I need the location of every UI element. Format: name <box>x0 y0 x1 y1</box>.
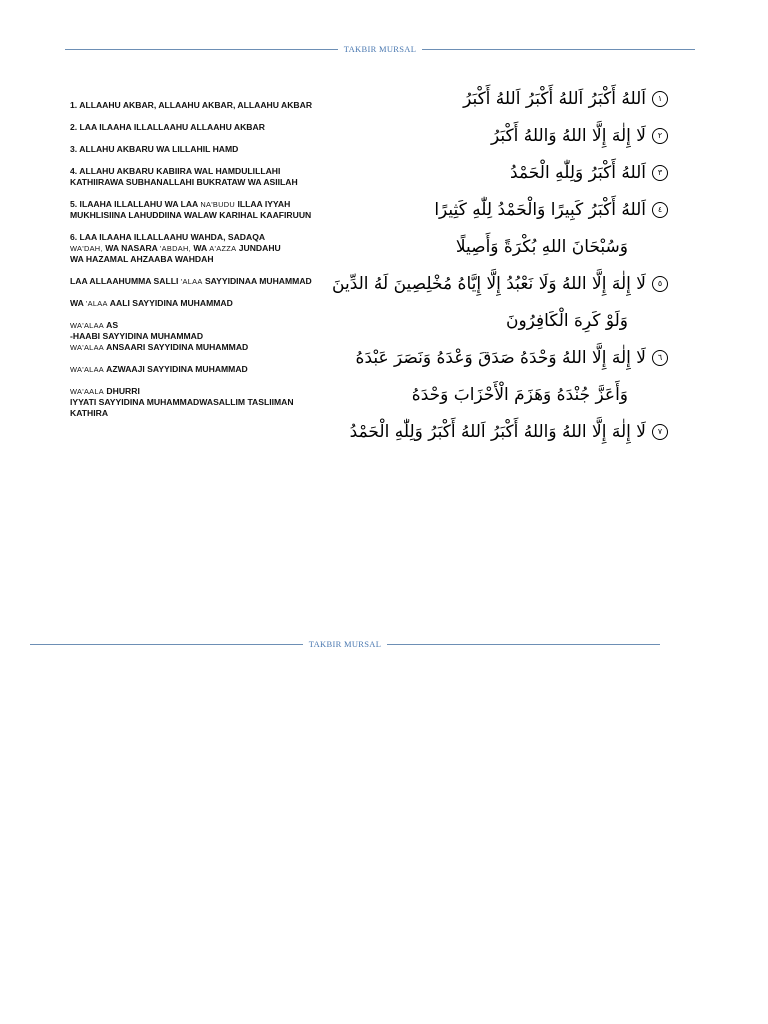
text-run: 4. ALLAHU AKBARU KABIIRA WAL HAMDULILLAHI <box>70 166 281 176</box>
text-run: WA <box>190 243 210 253</box>
text-run: WA'ALAA <box>70 365 105 374</box>
arabic-line <box>398 80 668 117</box>
text-run: WA <box>70 298 86 308</box>
arabic-text: اَللهُ أَكْبَرُ وَلِلّٰهِ الْحَمْدُ <box>510 162 646 183</box>
arabic-text: اَللهُ أَكْبَرُ كَبِيرًا وَالْحَمْدُ لِلّٰهِ كَثِيرًا <box>434 199 646 220</box>
text-run: LAA ALLAAHUMMA SALLI <box>70 276 181 286</box>
text-run: KATHIRA <box>70 408 109 418</box>
text-run: WA'ALAA <box>70 321 105 330</box>
transliteration-item <box>70 232 390 265</box>
arabic-line <box>398 191 668 228</box>
arabic-text: وَلَوْ كَرِهَ الْكَافِرُونَ <box>505 310 628 331</box>
transliteration-line <box>70 210 390 221</box>
text-run: SAYYIDINAA MUHAMMAD <box>202 276 312 286</box>
transliteration-line <box>70 320 390 331</box>
verse-number: ٣ <box>652 165 668 181</box>
transliteration-line <box>70 298 390 309</box>
header-rule-left <box>30 644 303 645</box>
transliteration-item <box>70 364 390 375</box>
transliteration-list <box>70 100 390 430</box>
text-run: A'AZZA <box>209 244 237 253</box>
text-run: AALI SAYYIDINA MUHAMMAD <box>107 298 233 308</box>
verse-number: ٤ <box>652 202 668 218</box>
verse-number: ٦ <box>652 350 668 366</box>
page-header <box>65 44 695 54</box>
text-run: -HAABI SAYYIDINA MUHAMMAD <box>70 331 204 341</box>
text-run: ANSAARI SAYYIDINA MUHAMMAD <box>104 342 249 352</box>
header-title: TAKBIR MURSAL <box>343 44 417 54</box>
text-run: DHURRI <box>104 386 140 396</box>
verse-number: ٢ <box>652 128 668 144</box>
transliteration-item <box>70 122 390 133</box>
text-run: 3. ALLAHU AKBARU WA LILLAHIL HAMD <box>70 144 239 154</box>
transliteration-line <box>70 144 390 155</box>
transliteration-item <box>70 320 390 353</box>
text-run: WA'DAH, <box>70 244 103 253</box>
header-rule-right <box>422 49 695 50</box>
arabic-line <box>398 376 668 413</box>
arabic-line <box>355 339 668 376</box>
transliteration-line <box>70 177 390 188</box>
transliteration-line <box>70 342 390 353</box>
text-run: NA'BUDU <box>200 200 236 209</box>
text-run: 'ALAA <box>85 299 108 308</box>
text-run: JUNDAHU <box>236 243 281 253</box>
verse-number: ١ <box>652 91 668 107</box>
text-run: 5. ILAAHA ILLALLAHU WA LAA <box>70 199 201 209</box>
transliteration-item <box>70 199 390 221</box>
text-run: AZWAAJI SAYYIDINA MUHAMMAD <box>104 364 248 374</box>
text-run: 1. ALLAAHU AKBAR, ALLAAHU AKBAR, ALLAAHU AKBAR <box>70 100 313 110</box>
transliteration-line <box>70 199 390 210</box>
header-title: TAKBIR MURSAL <box>308 639 382 649</box>
text-run: WA NASARA <box>102 243 160 253</box>
transliteration-line <box>70 122 390 133</box>
verse-number: ٧ <box>652 424 668 440</box>
text-run: ILLAA IYYAH <box>235 199 291 209</box>
arabic-text: وَسُبْحَانَ اللهِ بُكْرَةً وَأَصِيلًا <box>455 236 628 257</box>
arabic-line <box>332 265 668 302</box>
arabic-text: اَللهُ أَكْبَرُ اَللهُ أَكْبَرُ اَللهُ أَكْبَرُ <box>463 88 646 109</box>
header-rule-right <box>387 644 660 645</box>
text-run: WA HAZAMAL AHZAABA WAHDAH <box>70 254 214 264</box>
text-run: WA'AALA <box>70 387 105 396</box>
text-run: KATHIIRAWA SUBHANALLAHI BUKRATAW WA ASIILAH <box>70 177 298 187</box>
transliteration-item <box>70 166 390 188</box>
transliteration-line <box>70 397 390 408</box>
arabic-text: لَا إِلٰهَ إِلَّا اللهُ وَاللهُ أَكْبَرُ <box>491 125 646 146</box>
arabic-text: لَا إِلٰهَ إِلَّا اللهُ وَاللهُ أَكْبَرُ اَللهُ أَكْبَرُ وَلِلّٰهِ الْحَمْدُ <box>349 421 646 442</box>
arabic-line <box>398 228 668 265</box>
text-run: 6. LAA ILAAHA ILLALLAAHU WAHDA, SADAQA <box>70 232 266 242</box>
text-run: WA'ALAA <box>70 343 105 352</box>
arabic-text: لَا إِلٰهَ إِلَّا اللهُ وَحْدَهُ صَدَقَ وَعْدَهُ وَنَصَرَ عَبْدَهُ <box>355 347 646 368</box>
transliteration-item <box>70 144 390 155</box>
text-run: 'ABDAH, <box>159 244 191 253</box>
transliteration-line <box>70 100 390 111</box>
text-run: 2. LAA ILAAHA ILLALLAAHU ALLAAHU AKBAR <box>70 122 265 132</box>
transliteration-line <box>70 408 390 419</box>
transliteration-line <box>70 232 390 243</box>
arabic-line <box>349 413 668 450</box>
arabic-text: لَا إِلٰهَ إِلَّا اللهُ وَلَا نَعْبُدُ إِلَّا إِيَّاهُ مُخْلِصِينَ لَهُ الدِّينَ <box>332 273 646 294</box>
text-run: IYYATI SAYYIDINA MUHAMMADWASALLIM TASLIIMAN <box>70 397 294 407</box>
text-run: AS <box>104 320 119 330</box>
transliteration-item <box>70 100 390 111</box>
arabic-text: وَأَعَزَّ جُنْدَهُ وَهَزَمَ الْأَحْزَابَ وَحْدَهُ <box>411 384 628 405</box>
page-2-header <box>30 639 660 649</box>
verse-number: ٥ <box>652 276 668 292</box>
header-rule-left <box>65 49 338 50</box>
text-run: MUKHLISIINA LAHUDDIINA WALAW KARIHAL KAAFIRUUN <box>70 210 312 220</box>
transliteration-line <box>70 166 390 177</box>
transliteration-line <box>70 386 390 397</box>
arabic-line <box>398 302 668 339</box>
text-run: 'ALAA <box>180 277 203 286</box>
arabic-line <box>398 117 668 154</box>
transliteration-line <box>70 243 390 254</box>
arabic-line <box>398 154 668 191</box>
transliteration-line <box>70 364 390 375</box>
transliteration-line <box>70 254 390 265</box>
transliteration-item <box>70 386 390 419</box>
transliteration-line <box>70 331 390 342</box>
arabic-text-image <box>332 80 668 442</box>
transliteration-item <box>70 298 390 309</box>
